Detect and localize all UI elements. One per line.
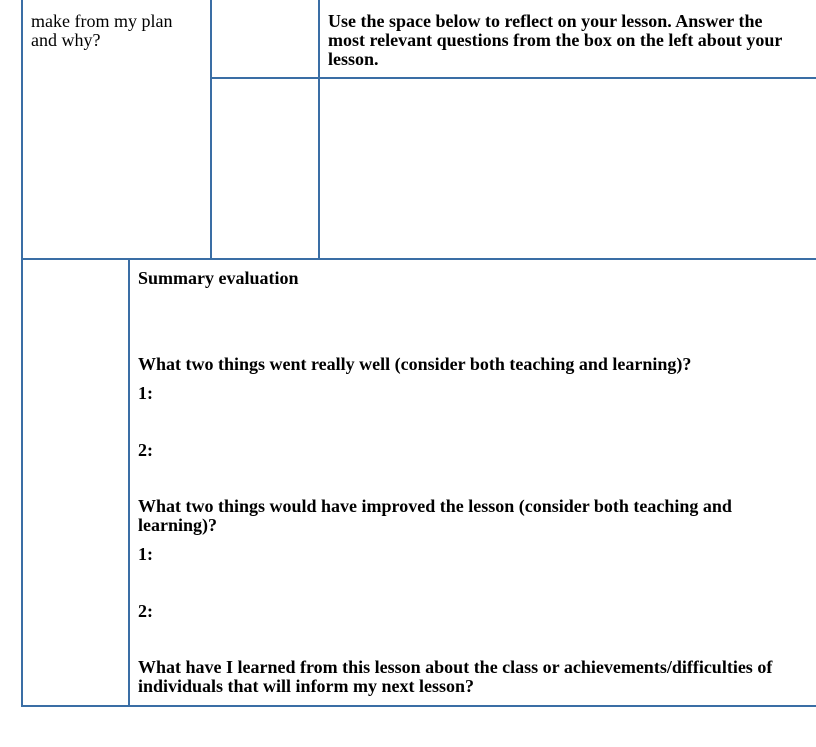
row-divider-summary	[21, 258, 816, 260]
row-divider-upper	[210, 77, 816, 79]
went-well-item-1: 1:	[138, 383, 153, 403]
reflection-heading-line1: Use the space below to reflect on your lesson. Answer the	[328, 11, 763, 31]
learned-question-line1: What have I learned from this lesson about the class or achievements/difficulties of	[138, 657, 773, 677]
went-well-question: What two things went really well (consider both teaching and learning)?	[138, 354, 692, 374]
learned-question-line2: individuals that will inform my next lesson?	[138, 676, 475, 696]
reflection-heading-line3: lesson.	[328, 49, 379, 69]
went-well-item-2: 2:	[138, 440, 153, 460]
table-border-left	[21, 0, 23, 707]
improve-question-line2: learning)?	[138, 515, 217, 535]
column-divider-1	[210, 0, 212, 259]
table-border-bottom	[21, 705, 816, 707]
column-divider-2	[318, 0, 320, 259]
improve-item-1: 1:	[138, 544, 153, 564]
summary-evaluation-title: Summary evaluation	[138, 268, 299, 288]
column-divider-summary	[128, 258, 130, 707]
plan-change-question-line1: make from my plan	[31, 11, 173, 31]
plan-change-question-line2: and why?	[31, 30, 101, 50]
reflection-heading-line2: most relevant questions from the box on the left about your	[328, 30, 783, 50]
improve-item-2: 2:	[138, 601, 153, 621]
improve-question-line1: What two things would have improved the lesson (consider both teaching and	[138, 496, 732, 516]
